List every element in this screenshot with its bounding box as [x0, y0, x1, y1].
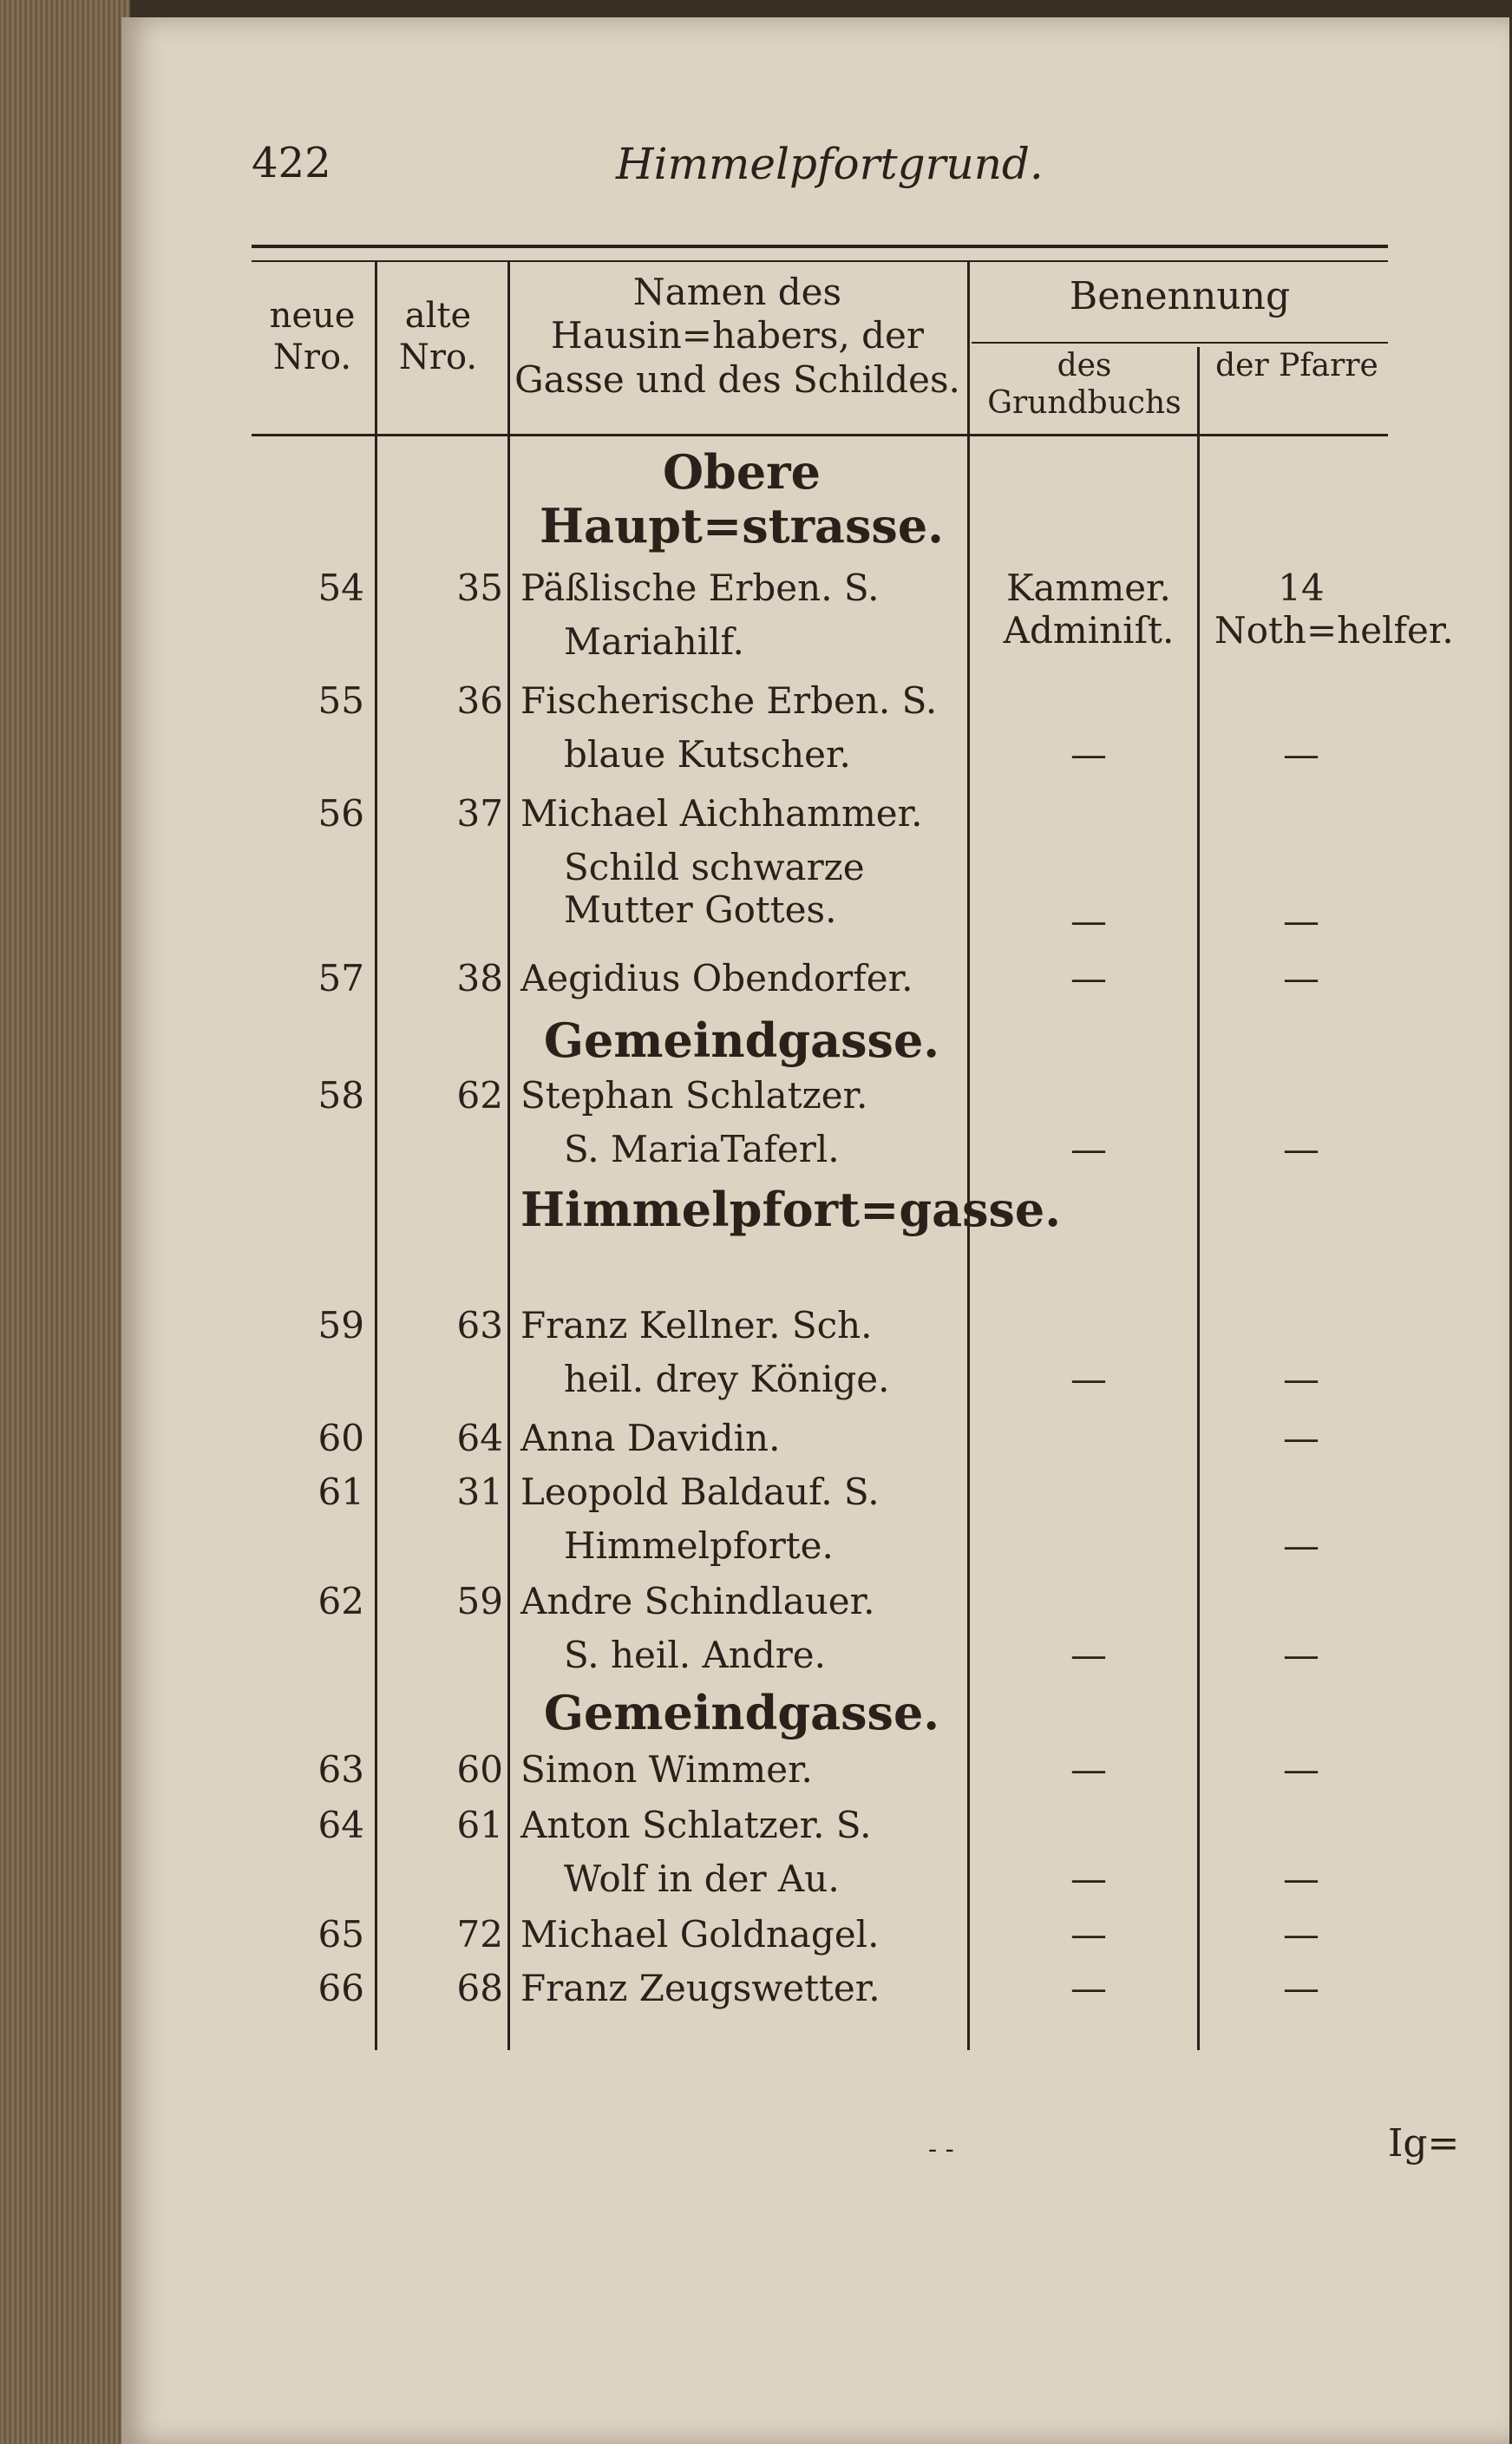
sign-name: Mariahilf. — [564, 620, 744, 663]
owner-name: Leopold Baldauf. S. — [520, 1471, 880, 1513]
header-grundbuch: des Grundbuchs — [987, 348, 1181, 422]
column-divider — [375, 260, 377, 434]
header-benennung: Benennung — [1069, 274, 1291, 318]
header-double-rule — [252, 245, 1388, 262]
pfarre-value: — — [1283, 1967, 1319, 2009]
column-divider — [507, 436, 510, 2050]
column-divider — [375, 436, 377, 2050]
section-heading: Gemeindgasse. — [543, 1685, 940, 1740]
old-number: 37 — [456, 792, 503, 835]
sign-name: S. MariaTaferl. — [564, 1128, 840, 1170]
owner-name: Anton Schlatzer. S. — [520, 1804, 872, 1846]
grundbuch-value: — — [1070, 1748, 1107, 1791]
header-owner-name: Namen des Hausin=habers, der Gasse und des Schildes. — [514, 271, 960, 401]
grundbuch-value: — — [1070, 733, 1107, 776]
new-number: 54 — [317, 567, 364, 609]
page-number: 422 — [252, 139, 331, 187]
owner-name: Stephan Schlatzer. — [520, 1074, 868, 1117]
pfarre-value: — — [1283, 1128, 1319, 1170]
grundbuch-value: — — [1070, 1128, 1107, 1170]
pfarre-value: — — [1283, 1634, 1319, 1676]
old-number: 31 — [456, 1471, 503, 1513]
owner-name: Franz Zeugswetter. — [520, 1967, 880, 2009]
new-number: 59 — [317, 1304, 364, 1346]
owner-name: Andre Schindlauer. — [520, 1580, 875, 1622]
grundbuch-value: — — [1070, 1358, 1107, 1400]
old-number: 68 — [456, 1967, 503, 2009]
new-number: 55 — [317, 679, 364, 722]
new-number: 65 — [317, 1913, 364, 1956]
grundbuch-value: Kammer. Adminiſt. — [1003, 567, 1175, 652]
grundbuch-value: — — [1070, 1858, 1107, 1900]
book-page — [121, 17, 1509, 2444]
pfarre-value: — — [1283, 1858, 1319, 1900]
column-divider — [1197, 347, 1200, 434]
grundbuch-value: — — [1070, 1967, 1107, 2009]
pfarre-value: — — [1283, 1417, 1319, 1459]
table-header — [252, 260, 1388, 436]
column-divider — [967, 436, 970, 2050]
grundbuch-value: — — [1070, 1634, 1107, 1676]
grundbuch-value: — — [1070, 957, 1107, 999]
sign-name: Wolf in der Au. — [564, 1858, 840, 1900]
sign-name: blaue Kutscher. — [564, 733, 851, 776]
new-number: 60 — [317, 1417, 364, 1459]
owner-name: Anna Davidin. — [520, 1417, 781, 1459]
old-number: 35 — [456, 567, 503, 609]
pfarre-value: — — [1283, 1358, 1319, 1400]
new-number: 64 — [317, 1804, 364, 1846]
section-heading: Obere Haupt=strasse. — [540, 444, 944, 554]
owner-name: Päßlische Erben. S. — [520, 567, 880, 609]
pfarre-value: — — [1283, 733, 1319, 776]
table-body — [252, 436, 1454, 2050]
running-head — [121, 139, 1509, 191]
pfarre-value: — — [1283, 1748, 1319, 1791]
pfarre-value: — — [1283, 957, 1319, 999]
old-number: 59 — [456, 1580, 503, 1622]
sign-name: Schild schwarze Mutter Gottes. — [564, 846, 865, 931]
new-number: 56 — [317, 792, 364, 835]
old-number: 63 — [456, 1304, 503, 1346]
column-divider — [967, 260, 970, 434]
section-heading: Himmelpfort=gasse. — [520, 1182, 1062, 1237]
pfarre-value: — — [1283, 900, 1319, 942]
sign-name: Himmelpforte. — [564, 1524, 834, 1567]
page-title: Himmelpfortgrund. — [616, 139, 1044, 189]
new-number: 61 — [317, 1471, 364, 1513]
section-heading: Gemeindgasse. — [543, 1012, 940, 1068]
owner-name: Simon Wimmer. — [520, 1748, 813, 1791]
new-number: 62 — [317, 1580, 364, 1622]
owner-name: Michael Goldnagel. — [520, 1913, 880, 1956]
old-number: 60 — [456, 1748, 503, 1791]
column-divider — [507, 260, 510, 434]
sign-name: S. heil. Andre. — [564, 1634, 826, 1676]
new-number: 58 — [317, 1074, 364, 1117]
bottom-mark: - - — [928, 2134, 954, 2165]
old-number: 61 — [456, 1804, 503, 1846]
owner-name: Michael Aichhammer. — [520, 792, 923, 835]
old-number: 72 — [456, 1913, 503, 1956]
old-number: 64 — [456, 1417, 503, 1459]
header-pfarre: der Pfarre — [1215, 348, 1378, 383]
benennung-rule — [972, 342, 1388, 344]
catchword: Ig= — [1388, 2121, 1460, 2166]
pfarre-value: — — [1283, 1913, 1319, 1956]
owner-name: Franz Kellner. Sch. — [520, 1304, 873, 1346]
header-old-number: alte Nro. — [398, 296, 478, 377]
pfarre-value: 14 Noth=helfer. — [1214, 567, 1454, 652]
pfarre-value: — — [1283, 1524, 1319, 1567]
old-number: 36 — [456, 679, 503, 722]
sign-name: heil. drey Könige. — [564, 1358, 890, 1400]
owner-name: Fischerische Erben. S. — [520, 679, 938, 722]
new-number: 63 — [317, 1748, 364, 1791]
old-number: 62 — [456, 1074, 503, 1117]
new-number: 57 — [317, 957, 364, 999]
grundbuch-value: — — [1070, 1913, 1107, 1956]
grundbuch-value: — — [1070, 900, 1107, 942]
header-new-number: neue Nro. — [269, 296, 356, 377]
column-divider — [1197, 436, 1200, 2050]
house-register-table — [252, 260, 1454, 2050]
book-page-edges — [0, 0, 130, 2444]
new-number: 66 — [317, 1967, 364, 2009]
owner-name: Aegidius Obendorfer. — [520, 957, 913, 999]
old-number: 38 — [456, 957, 503, 999]
